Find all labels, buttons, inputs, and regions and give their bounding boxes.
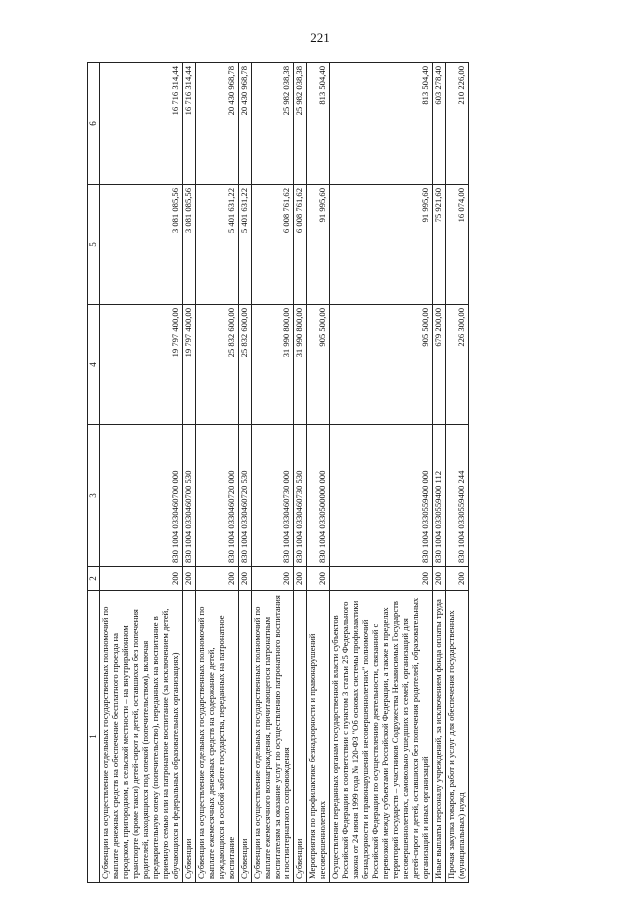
row-col2: 200 xyxy=(446,567,469,591)
row-col5: 3 081 085,56 xyxy=(182,185,195,305)
row-col6: 25 982 038,38 xyxy=(251,63,294,185)
row-col2: 200 xyxy=(251,567,294,591)
row-name: Осуществление переданных органам государственной власти субъектов Российской Федерации в соответствии с пунктом 3 статьи 25 Федерального закона от 24 июня 1999 года № 120-ФЗ "Об основах системы профилактики безнадзорности и правонарушений несовершеннолетних" полномочий Российской Федерации по осуществлению деятельности, связанной с перевозкой между субъектами Российской Федерации, а также в пределах территорий государств – участников Содружества Независимых Государств несовершеннолетних, самовольно ушедших из семей, организаций для детей-сирот и детей, оставшихся без попечения родителей, образовательных организаций и иных организаций xyxy=(330,591,433,883)
row-code: 830 1004 0330460700 530 xyxy=(182,425,195,567)
row-col4: 679 200,00 xyxy=(433,305,446,425)
row-name: Субвенции xyxy=(238,591,251,883)
budget-table xyxy=(87,62,469,883)
row-name: Иные выплаты персоналу учреждений, за исключением фонда оплаты труда xyxy=(433,591,446,883)
row-col5: 91 995,60 xyxy=(307,185,330,305)
row-col4: 226 300,00 xyxy=(446,305,469,425)
row-name: Субвенции xyxy=(294,591,307,883)
row-code: 830 1004 0330460700 000 xyxy=(100,425,183,567)
column-header: 6 xyxy=(88,63,100,185)
row-col6: 16 716 314,44 xyxy=(182,63,195,185)
row-name: Субвенции на осуществление отдельных государственных полномочий по выплате денежных средств на обеспечение бесплатного проезда на городском, пригородном, в сельской местности – на внутрирайонном транспорте (кроме такси) детей-сирот и детей, оставшихся без попечения родителей, находящихся под опекой (попечительством), включая предварительную опеку (попечительство), переданных на воспитание в приемную семью или на патронатное воспитание (за исключением детей, обучающихся в федеральных образовательных организациях) xyxy=(100,591,183,883)
column-header: 5 xyxy=(88,185,100,305)
row-name: Субвенции на осуществление отдельных государственных полномочий по выплате ежемесячных денежных средств на содержание детей, нуждающихся в особой заботе государства, переданных на патронатное воспитание xyxy=(195,591,238,883)
header-row xyxy=(88,63,100,883)
table-row xyxy=(446,63,469,883)
row-col6: 20 430 968,78 xyxy=(195,63,238,185)
row-col2: 200 xyxy=(182,567,195,591)
row-col6: 25 982 038,38 xyxy=(294,63,307,185)
row-col4: 31 990 800,00 xyxy=(294,305,307,425)
row-col5: 6 008 761,62 xyxy=(294,185,307,305)
row-code: 830 1004 0330460720 000 xyxy=(195,425,238,567)
row-col5: 16 074,00 xyxy=(446,185,469,305)
rotated-table-wrapper xyxy=(87,63,612,883)
table-row xyxy=(195,63,238,883)
row-col2: 200 xyxy=(433,567,446,591)
table-row xyxy=(294,63,307,883)
row-col4: 905 500,00 xyxy=(330,305,433,425)
row-col2: 200 xyxy=(238,567,251,591)
row-col6: 20 430 968,78 xyxy=(238,63,251,185)
row-col4: 31 990 800,00 xyxy=(251,305,294,425)
row-name: Субвенции xyxy=(182,591,195,883)
row-code: 830 1004 0330460730 530 xyxy=(294,425,307,567)
row-code: 830 1004 0330500000 000 xyxy=(307,425,330,567)
row-col5: 5 401 631,22 xyxy=(195,185,238,305)
row-name: Субвенции на осуществление отдельных государственных полномочий по выплате ежемесячного вознаграждения, причитающегося патронатным воспитателям за оказание услуг по осуществлению патронатного воспитания и постинтернатного сопровождения xyxy=(251,591,294,883)
row-col5: 6 008 761,62 xyxy=(251,185,294,305)
row-col4: 19 797 400,00 xyxy=(100,305,183,425)
row-col5: 91 995,60 xyxy=(330,185,433,305)
column-header: 1 xyxy=(88,591,100,883)
table-row xyxy=(330,63,433,883)
row-code: 830 1004 0330460730 000 xyxy=(251,425,294,567)
table-row xyxy=(307,63,330,883)
table-row xyxy=(100,63,183,883)
table-row xyxy=(182,63,195,883)
table-row xyxy=(238,63,251,883)
row-col2: 200 xyxy=(307,567,330,591)
row-name: Прочая закупка товаров, работ и услуг для обеспечения государственных (муниципальных) нужд xyxy=(446,591,469,883)
row-name: Мероприятия по профилактике безнадзорности и правонарушений несовершеннолетних xyxy=(307,591,330,883)
row-col6: 813 504,40 xyxy=(330,63,433,185)
row-col6: 813 504,40 xyxy=(307,63,330,185)
row-col4: 905 500,00 xyxy=(307,305,330,425)
row-code: 830 1004 0330460720 530 xyxy=(238,425,251,567)
row-col2: 200 xyxy=(100,567,183,591)
row-col5: 75 921,60 xyxy=(433,185,446,305)
row-col2: 200 xyxy=(330,567,433,591)
column-header: 4 xyxy=(88,305,100,425)
row-col6: 603 278,40 xyxy=(433,63,446,185)
row-col6: 16 716 314,44 xyxy=(100,63,183,185)
table-row xyxy=(433,63,446,883)
row-col2: 200 xyxy=(195,567,238,591)
row-col2: 200 xyxy=(294,567,307,591)
row-col4: 19 797 400,00 xyxy=(182,305,195,425)
row-col4: 25 832 600,00 xyxy=(238,305,251,425)
row-col6: 210 226,00 xyxy=(446,63,469,185)
column-header: 2 xyxy=(88,567,100,591)
row-col5: 5 401 631,22 xyxy=(238,185,251,305)
row-code: 830 1004 0330559400 000 xyxy=(330,425,433,567)
column-header: 3 xyxy=(88,425,100,567)
row-col5: 3 081 085,56 xyxy=(100,185,183,305)
table-row xyxy=(251,63,294,883)
row-col4: 25 832 600,00 xyxy=(195,305,238,425)
row-code: 830 1004 0330559400 244 xyxy=(446,425,469,567)
page-number: 221 xyxy=(310,30,330,45)
row-code: 830 1004 0330559400 112 xyxy=(433,425,446,567)
